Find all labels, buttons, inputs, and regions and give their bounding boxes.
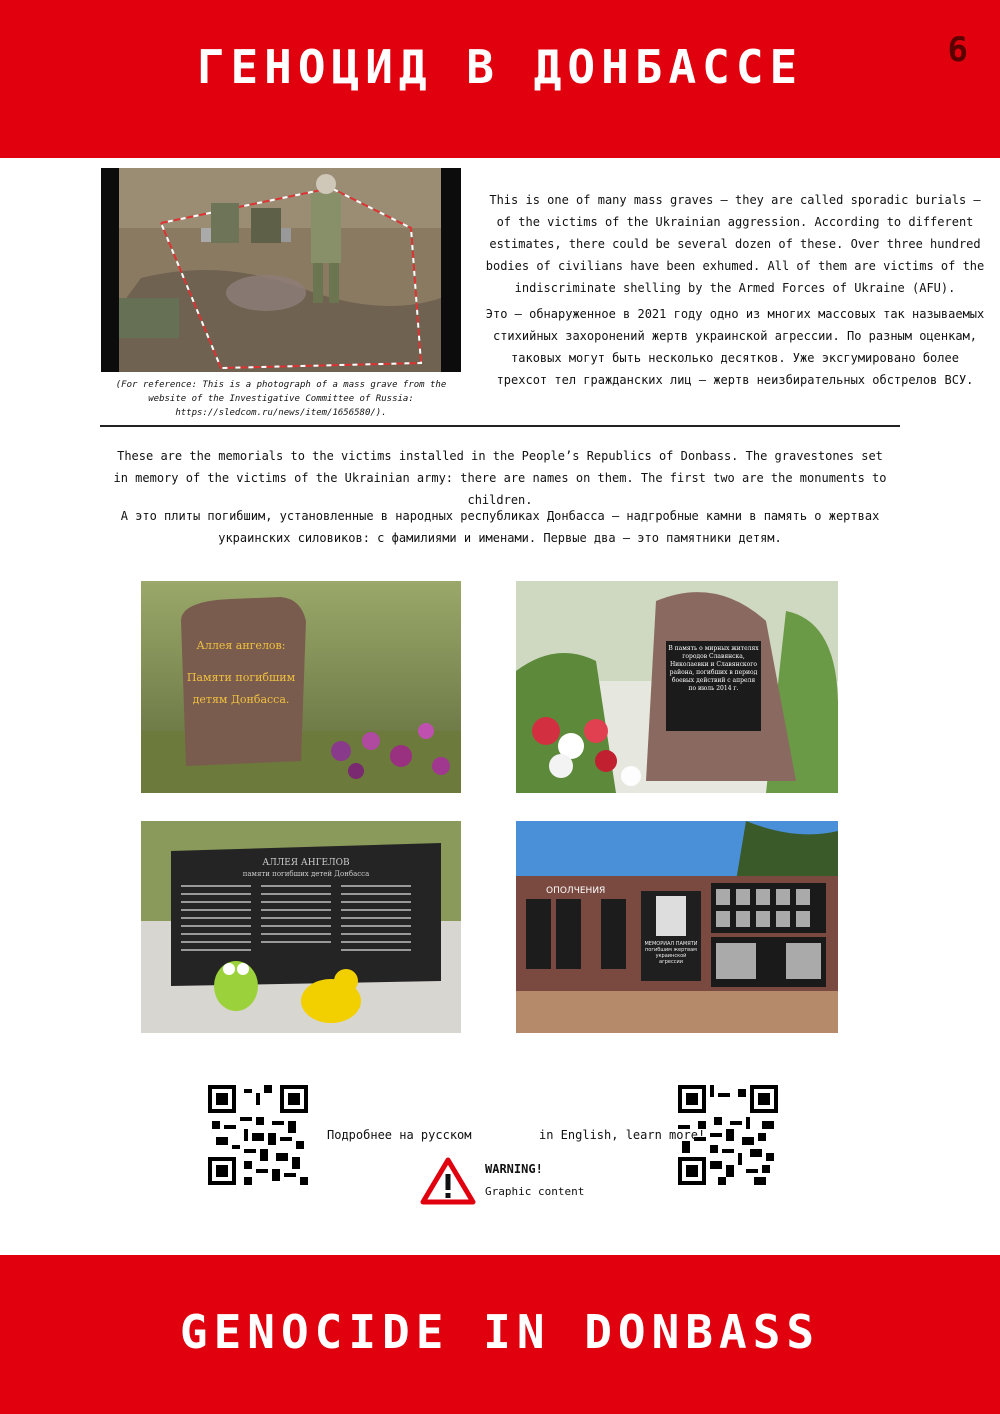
stone1-line2: Памяти погибшим bbox=[186, 671, 296, 684]
grave-text-ru: Это – обнаруженное в 2021 году одно из многих массовых так называемых стихийных захоронений жертв украинской агрессии. По разным оценкам, таковых могут быть несколько десятков. Уже эксгумировано более трехсот тел гражданских лиц – жертв неизбирательных обстрелов ВСУ. bbox=[485, 307, 985, 387]
qr-label-english[interactable]: in English, learn more! bbox=[539, 1128, 706, 1142]
grave-photo-caption: (For reference: This is a photograph of a mass grave from the website of the Investigative Committee of Russia: https://sledcom.ru/news/item/1656580/). bbox=[115, 380, 447, 418]
footer-banner bbox=[0, 1255, 1000, 1414]
memorials-text-ru: А это плиты погибшим, установленные в народных республиках Донбасса – надгробные камни в память о жертвах украинских силовиков: с фамилиями и именами. Первые два – это памятники детям. bbox=[120, 509, 880, 545]
page-title: ГЕНОЦИД В ДОНБАССЕ bbox=[196, 40, 804, 94]
stone1-line1: Аллея ангелов: bbox=[196, 639, 286, 652]
page-number: 6 bbox=[947, 30, 968, 70]
grave-text-en: This is one of many mass graves – they are called sporadic burials – of the victims of the Ukrainian aggression. According to different estimates, there could be several dozen of these. Over three hundred bodies of civilians have been exhumed. All of them are victims of the indiscriminate shelling by the Armed Forces of Ukraine (AFU). bbox=[485, 193, 985, 295]
slab-title: АЛЛЕЯ АНГЕЛОВ bbox=[262, 858, 350, 868]
warning-subtitle: Graphic content bbox=[485, 1185, 585, 1198]
civilians-memorial-stone-photo bbox=[516, 581, 838, 793]
header-banner bbox=[0, 0, 1000, 158]
slab-subtitle: памяти погибших детей Донбасса bbox=[242, 870, 370, 878]
memorial-wall-photo bbox=[516, 821, 838, 1033]
section-divider bbox=[100, 425, 900, 427]
children-memorial-stone-photo bbox=[141, 581, 461, 793]
wall-sign-text: ОПОЛЧЕНИЯ bbox=[546, 886, 606, 896]
memorials-text-en: These are the memorials to the victims installed in the People’s Republics of Donbass. The gravestones set in memory of the victims of the Ukrainian army: there are names on them. The first two are the monuments to children. bbox=[113, 449, 887, 507]
warning-icon bbox=[420, 1157, 476, 1205]
qr-code-russian[interactable] bbox=[208, 1085, 308, 1185]
qr-label-russian[interactable]: Подробнее на русском bbox=[327, 1128, 472, 1142]
footer-title: GENOCIDE IN DONBASS bbox=[179, 1305, 821, 1359]
warning-title: WARNING! bbox=[485, 1162, 543, 1176]
children-names-slab-photo bbox=[141, 821, 461, 1033]
wall-center-text: МЕМОРИАЛ ПАМЯТИ погибшим жертвам украинской агрессии bbox=[644, 941, 698, 965]
stone1-line3: детям Донбасса. bbox=[192, 693, 290, 706]
stone2-plaque-text: В память о мирных жителях городов Славянска, Николаевки и Славянского района, погибших в период боевых действий с апреля по июль 2014 г. bbox=[668, 645, 759, 692]
mass-grave-photo bbox=[101, 168, 461, 372]
